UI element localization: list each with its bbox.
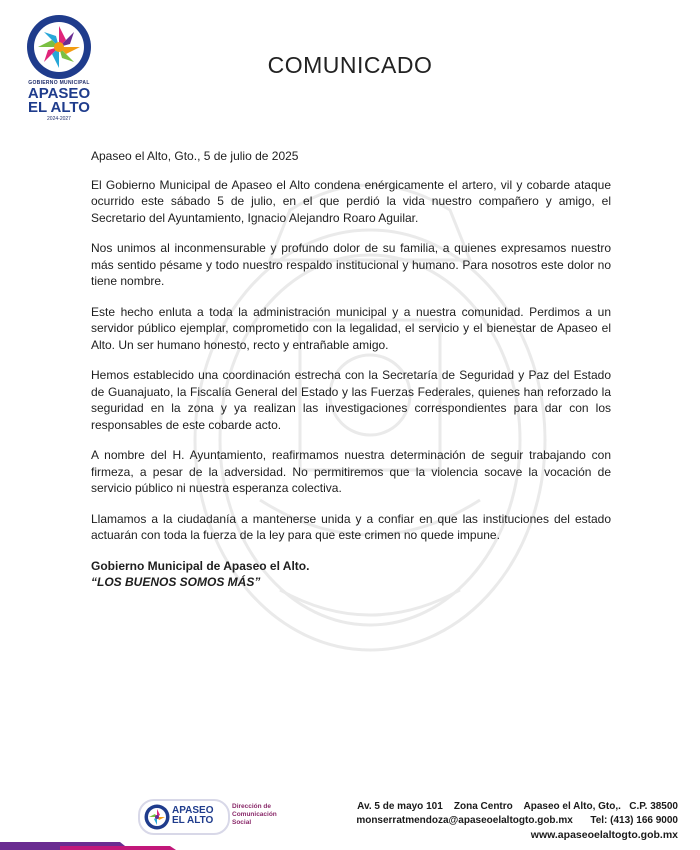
document-title: COMUNICADO: [267, 52, 433, 78]
footer-phone: Tel: (413) 166 9000: [590, 815, 678, 826]
paragraph-5: A nombre del H. Ayuntamiento, reafirmamos nuestra determinación de seguir trabajando con firmeza, a pesar de la adversidad. No permitiremos que la violencia socave la vocación de servicio público ni nuestra esperanza colectiva.: [91, 448, 611, 495]
footer-color-bar: [0, 836, 700, 850]
footer-address: Av. 5 de mayo 101 Zona Centro Apaseo el Alto, Gto,. C.P. 38500: [357, 801, 678, 812]
paragraph-1: El Gobierno Municipal de Apaseo el Alto condena enérgicamente el artero, vil y cobarde ataque ocurrido este sábado 5 de julio, en el que perdió la vida nuestro compañero y amigo, el Secretario del Ayuntamiento, Ignacio Alejandro Roaro Aguilar.: [91, 177, 611, 225]
footer-department: [232, 803, 277, 827]
footer-email[interactable]: monserratmendoza@apaseoelaltogto.gob.mx: [356, 815, 573, 826]
footer-website[interactable]: www.apaseoelaltogto.gob.mx: [530, 829, 678, 841]
signature-name: Gobierno Municipal de Apaseo el Alto.: [91, 558, 310, 573]
footer-logo: [138, 797, 290, 835]
footer-logo-name: [172, 806, 214, 826]
signature-block: [91, 558, 611, 591]
letter-body: [91, 148, 611, 591]
signature-slogan: “LOS BUENOS SOMOS MÁS”: [91, 575, 261, 589]
footer-department-line3: Social: [232, 819, 252, 826]
paragraph-6: Llamamos a la ciudadanía a mantenerse unida y a confiar en que las instituciones del estado actuarán con toda la fuerza de la ley para que este crimen no quede impune.: [91, 511, 611, 542]
logo-name-line2: EL ALTO: [28, 99, 90, 116]
footer-emblem-icon: [144, 804, 170, 830]
logo-name: [18, 87, 100, 115]
logo-years: 2024-2027: [47, 116, 71, 122]
logo-small-text: GOBIERNO MUNICIPAL: [28, 80, 90, 86]
footer-email-phone: [308, 814, 678, 828]
paragraph-3: Este hecho enluta a toda la administración municipal y a nuestra comunidad. Perdimos a un servidor público ejemplar, comprometido con la legalidad, el servicio y el bienestar de Apaseo el Alto. Un ser humano honesto, recto y entrañable amigo.: [91, 304, 611, 352]
paragraph-2: Nos unimos al inconmensurable y profundo dolor de su familia, a quienes expresamos nuestro más sentido pésame y todo nuestro respaldo institucional y humano. Para nosotros este dolor no tiene nombre.: [91, 241, 611, 288]
footer-department-line1: Dirección de: [232, 803, 272, 810]
paragraph-4: Hemos establecido una coordinación estrecha con la Secretaría de Seguridad y Paz del Estado de Guanajuato, la Fiscalía General del Estado y las Fuerzas Federales, quienes han reforzado la seguridad en la zona y ya realizan las investigaciones correspondientes para dar con los responsables de este cobarde acto.: [91, 368, 611, 432]
date-line: Apaseo el Alto, Gto., 5 de julio de 2025: [91, 149, 299, 163]
footer-logo-badge: [138, 799, 230, 835]
footer-department-line2: Comunicación: [232, 811, 277, 818]
footer-logo-name-line1: APASEO: [172, 805, 214, 816]
logo-name-line1: APASEO: [27, 85, 91, 102]
footer-logo-name-line2: EL ALTO: [172, 815, 214, 826]
